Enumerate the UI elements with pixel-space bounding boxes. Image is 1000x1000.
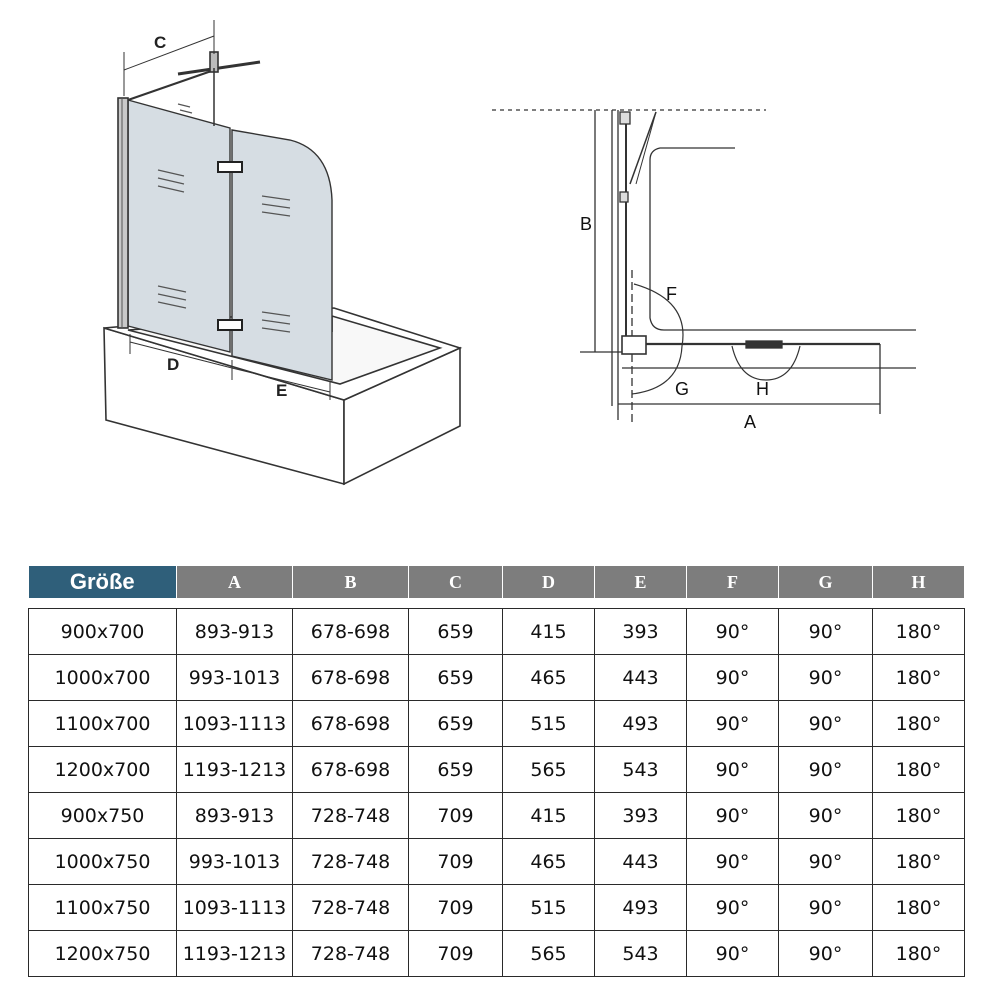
table-cell: 1193-1213 (177, 747, 293, 793)
table-cell: 728-748 (293, 839, 409, 885)
table-cell: 180° (873, 839, 965, 885)
table-cell: 659 (409, 747, 503, 793)
header-e: E (595, 566, 687, 598)
table-cell: 415 (503, 609, 595, 655)
table-cell: 1193-1213 (177, 931, 293, 977)
table-cell: 728-748 (293, 931, 409, 977)
table-cell: 543 (595, 931, 687, 977)
label-d: D (167, 355, 180, 374)
header-f: F (687, 566, 779, 598)
table-cell: 900x750 (29, 793, 177, 839)
table-cell: 90° (779, 839, 873, 885)
table-cell: 180° (873, 655, 965, 701)
table-cell: 90° (779, 931, 873, 977)
size-table (28, 566, 965, 977)
label-f: F (666, 284, 677, 304)
support-arm (128, 68, 220, 100)
table-row (29, 885, 965, 931)
table-cell: 993-1013 (177, 839, 293, 885)
table-cell: 465 (503, 655, 595, 701)
glass-panel-left (128, 100, 230, 352)
table-cell: 443 (595, 839, 687, 885)
dimension-c (124, 20, 214, 96)
table-cell: 180° (873, 931, 965, 977)
table-cell: 678-698 (293, 655, 409, 701)
table-row (29, 793, 965, 839)
table-cell: 465 (503, 839, 595, 885)
table-cell: 90° (687, 747, 779, 793)
table-cell: 90° (779, 701, 873, 747)
table-cell: 678-698 (293, 747, 409, 793)
table-cell: 180° (873, 793, 965, 839)
table-cell: 393 (595, 609, 687, 655)
table-cell: 900x700 (29, 609, 177, 655)
table-row (29, 655, 965, 701)
arc-h (732, 346, 800, 380)
hinge-top (218, 162, 242, 172)
header-b: B (293, 566, 409, 598)
table-cell: 90° (779, 885, 873, 931)
table-cell: 1100x700 (29, 701, 177, 747)
table-cell: 90° (687, 655, 779, 701)
wall-profile (118, 98, 128, 328)
table-cell: 515 (503, 885, 595, 931)
header-a: A (177, 566, 293, 598)
table-cell: 659 (409, 701, 503, 747)
table-cell: 90° (779, 609, 873, 655)
label-h: H (756, 379, 769, 399)
header-groesse: Größe (29, 566, 177, 598)
table-cell: 709 (409, 839, 503, 885)
table-cell: 180° (873, 609, 965, 655)
table-cell: 565 (503, 931, 595, 977)
table-header-row (29, 566, 965, 598)
table-cell: 893-913 (177, 609, 293, 655)
table-cell: 893-913 (177, 793, 293, 839)
table-cell: 993-1013 (177, 655, 293, 701)
table-cell: 728-748 (293, 885, 409, 931)
table-row (29, 839, 965, 885)
table-row (29, 931, 965, 977)
table-cell: 659 (409, 609, 503, 655)
header-c: C (409, 566, 503, 598)
table-cell: 443 (595, 655, 687, 701)
table-cell: 90° (687, 793, 779, 839)
table-cell: 678-698 (293, 609, 409, 655)
table-row (29, 701, 965, 747)
table-cell: 659 (409, 655, 503, 701)
table-cell: 180° (873, 747, 965, 793)
bathtub-3d-drawing (104, 20, 460, 484)
header-d: D (503, 566, 595, 598)
table-cell: 180° (873, 701, 965, 747)
table-cell: 1000x750 (29, 839, 177, 885)
table-cell: 90° (687, 931, 779, 977)
table-spacer (29, 598, 965, 609)
table-cell: 1200x750 (29, 931, 177, 977)
table-cell: 90° (687, 839, 779, 885)
table-cell: 90° (687, 609, 779, 655)
header-h: H (873, 566, 965, 598)
table-cell: 90° (687, 885, 779, 931)
label-g: G (675, 379, 690, 399)
table-cell: 1100x750 (29, 885, 177, 931)
table-cell: 709 (409, 885, 503, 931)
table-cell: 678-698 (293, 701, 409, 747)
table-row (29, 747, 965, 793)
table-cell: 180° (873, 885, 965, 931)
plan-view-drawing (492, 110, 916, 424)
table-cell: 90° (687, 701, 779, 747)
plan-hinge (746, 341, 782, 348)
table-cell: 543 (595, 747, 687, 793)
table-cell: 1093-1113 (177, 701, 293, 747)
table-cell: 415 (503, 793, 595, 839)
table-cell: 393 (595, 793, 687, 839)
label-c: C (154, 33, 167, 52)
table-cell: 565 (503, 747, 595, 793)
table-cell: 1200x700 (29, 747, 177, 793)
label-e: E (276, 381, 288, 400)
label-b: B (580, 214, 593, 234)
table-cell: 90° (779, 655, 873, 701)
glass-panel-right (232, 130, 332, 380)
table-cell: 709 (409, 931, 503, 977)
table-cell: 90° (779, 793, 873, 839)
table-cell: 728-748 (293, 793, 409, 839)
label-a: A (744, 412, 757, 432)
hinge-bottom (218, 320, 242, 330)
table-cell: 493 (595, 701, 687, 747)
header-g: G (779, 566, 873, 598)
table-cell: 493 (595, 885, 687, 931)
table-cell: 515 (503, 701, 595, 747)
table-cell: 709 (409, 793, 503, 839)
table-cell: 1000x700 (29, 655, 177, 701)
table-row (29, 609, 965, 655)
table-cell: 90° (779, 747, 873, 793)
table-cell: 1093-1113 (177, 885, 293, 931)
